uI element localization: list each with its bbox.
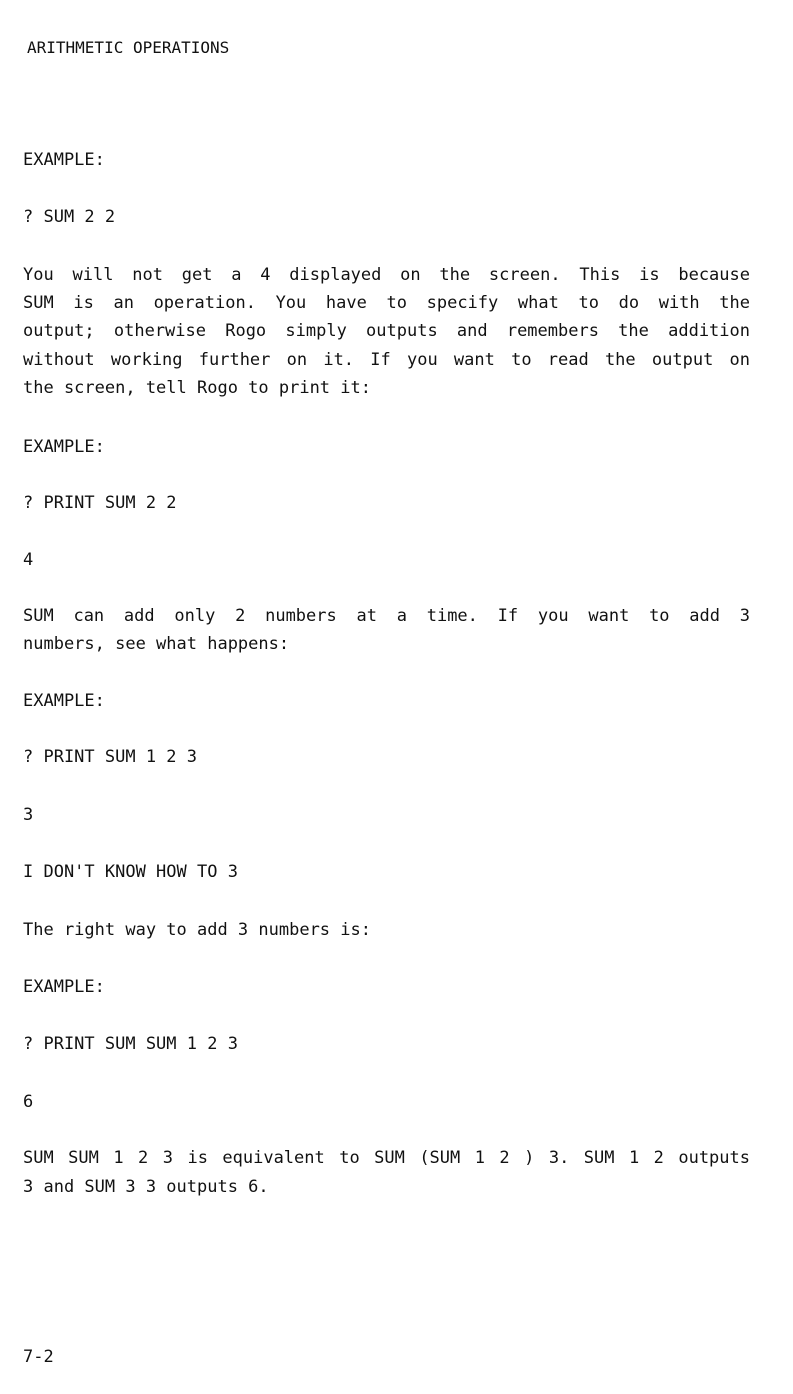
paragraph-line: output; otherwise Rogo simply outputs and remembers the addition bbox=[23, 321, 750, 341]
paragraph-line: You will not get a 4 displayed on the screen. This is because bbox=[23, 265, 750, 285]
paragraph-line: the screen, tell Rogo to print it: bbox=[23, 378, 371, 398]
example-output: 6 bbox=[23, 1092, 34, 1112]
page-number: 7-2 bbox=[23, 1347, 54, 1367]
example-output: 3 bbox=[23, 805, 34, 825]
example-label: EXAMPLE: bbox=[23, 150, 105, 170]
paragraph-line: The right way to add 3 numbers is: bbox=[23, 920, 371, 940]
example-label: EXAMPLE: bbox=[23, 437, 105, 457]
paragraph-line: numbers, see what happens: bbox=[23, 634, 290, 654]
page-title: ARITHMETIC OPERATIONS bbox=[27, 38, 230, 57]
example-command: ? PRINT SUM 2 2 bbox=[23, 493, 177, 513]
paragraph-line: SUM is an operation. You have to specify what to do with the bbox=[23, 293, 750, 313]
error-message: I DON'T KNOW HOW TO 3 bbox=[23, 862, 238, 882]
example-label: EXAMPLE: bbox=[23, 691, 105, 711]
example-command: ? PRINT SUM 1 2 3 bbox=[23, 747, 197, 767]
paragraph-line: 3 and SUM 3 3 outputs 6. bbox=[23, 1177, 269, 1197]
paragraph-line: without working further on it. If you want to read the output on bbox=[23, 350, 750, 370]
example-output: 4 bbox=[23, 550, 34, 570]
example-command: ? SUM 2 2 bbox=[23, 207, 116, 227]
example-label: EXAMPLE: bbox=[23, 977, 105, 997]
example-command: ? PRINT SUM SUM 1 2 3 bbox=[23, 1034, 238, 1054]
paragraph-line: SUM can add only 2 numbers at a time. If you want to add 3 bbox=[23, 606, 750, 626]
paragraph-line: SUM SUM 1 2 3 is equivalent to SUM (SUM 1 2 ) 3. SUM 1 2 outputs bbox=[23, 1148, 750, 1168]
